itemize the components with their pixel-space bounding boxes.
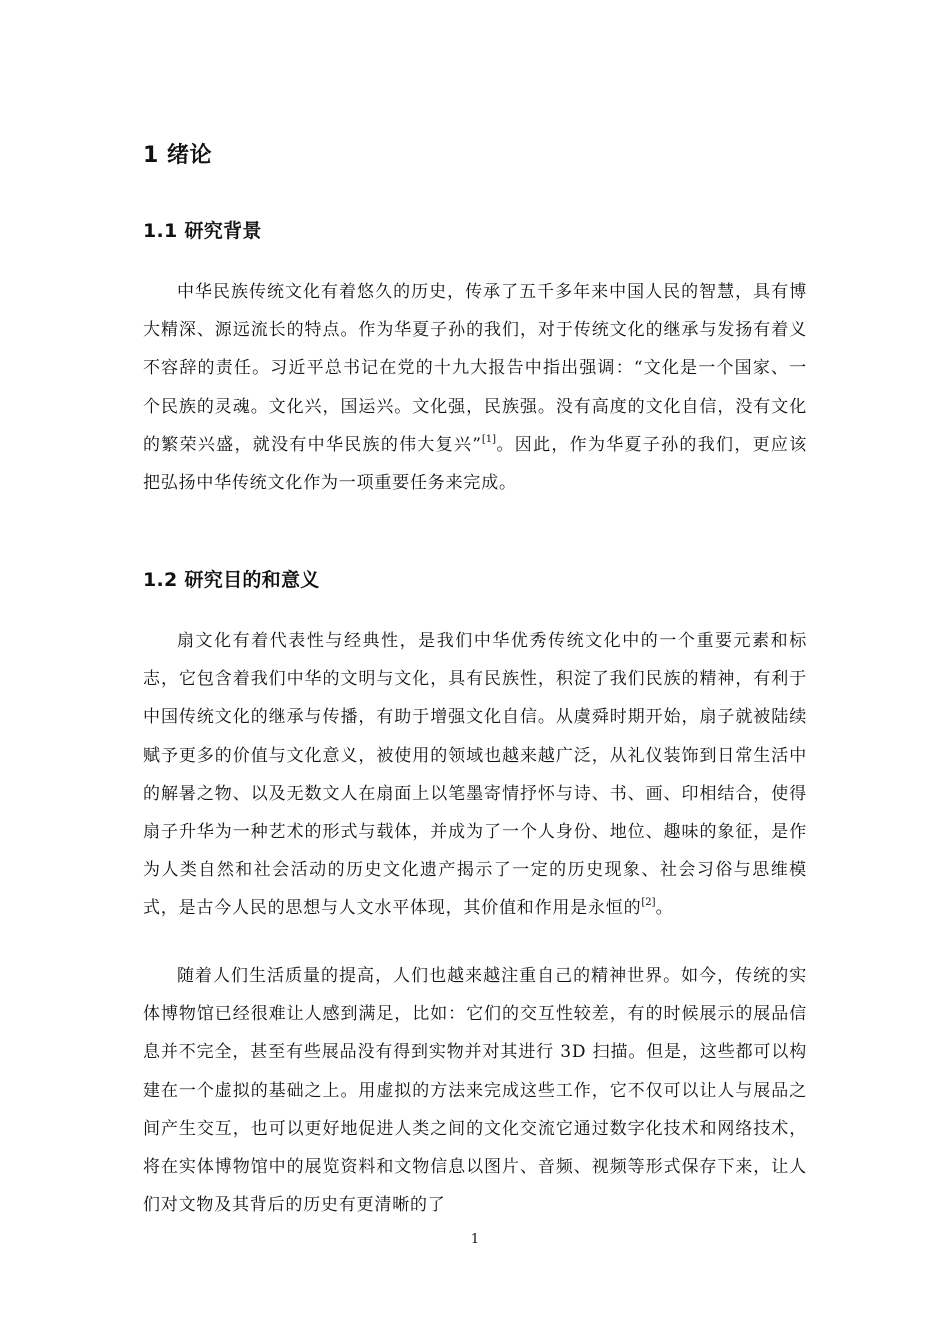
chapter-title: 1 绪论 <box>143 143 212 168</box>
body-paragraph-virtual-museum <box>143 957 807 1224</box>
section-title-background: 1.1 研究背景 <box>143 220 262 242</box>
citation-ref: [1] <box>481 433 496 445</box>
citation-ref: [2] <box>641 897 656 909</box>
page-number: 1 <box>470 1232 480 1247</box>
paragraph-text-continued: 。因此，作为华夏子孙的我们，更应该把弘扬中华传统文化作为一项重要任务来完成。 <box>143 434 807 494</box>
paragraph-text-continued: 。 <box>655 898 674 919</box>
body-paragraph-fan-culture <box>143 622 807 928</box>
paragraph-text: 扇文化有着代表性与经典性，是我们中华优秀传统文化中的一个重要元素和标志，它包含着我们中华的文明与文化，具有民族性，积淀了我们民族的精神，有利于中国传统文化的继承与传播，有助于增强文化自信。从虞舜时期开始，扇子就被陆续赋予更多的价值与文化意义，被使用的领域也越来越广泛，从礼仪装饰到日常生活中的解暑之物、以及无数文人在扇面上以笔墨寄情抒怀与诗、书、画、印相结合，使得扇子升华为一种艺术的形式与载体，并成为了一个人身份、地位、趣味的象征，是作为人类自然和社会活动的历史文化遗产揭示了一定的历史现象、社会习俗与思维模式，是古今人民的思想与人文水平体现，其价值和作用是永恒的 <box>143 631 807 919</box>
paragraph-text: 中华民族传统文化有着悠久的历史，传承了五千多年来中国人民的智慧，具有博大精深、源远流长的特点。作为华夏子孙的我们，对于传统文化的继承与发扬有着义不容辞的责任。习近平总书记在党的十九大报告中指出强调：“文化是一个国家、一个民族的灵魂。文化兴，国运兴。文化强，民族强。没有高度的文化自信，没有文化的繁荣兴盛，就没有中华民族的伟大复兴” <box>143 282 807 455</box>
body-paragraph-background <box>143 273 807 502</box>
paragraph-text: 随着人们生活质量的提高，人们也越来越注重自己的精神世界。如今，传统的实体博物馆已经很难让人感到满足，比如：它们的交互性较差，有的时候展示的展品信息并不完全，甚至有些展品没有得到实物并对其进行 3D 扫描。但是，这些都可以构建在一个虚拟的基础之上。用虚拟的方法来完成这些工作，它不仅可以让人与展品之间产生交互，也可以更好地促进人类之间的文化交流它通过数字化技术和网络技术，将在实体博物馆中的展览资料和文物信息以图片、音频、视频等形式保存下来，让人们对文物及其背后的历史有更清晰的了 <box>143 966 807 1216</box>
section-title-purpose: 1.2 研究目的和意义 <box>143 569 320 591</box>
